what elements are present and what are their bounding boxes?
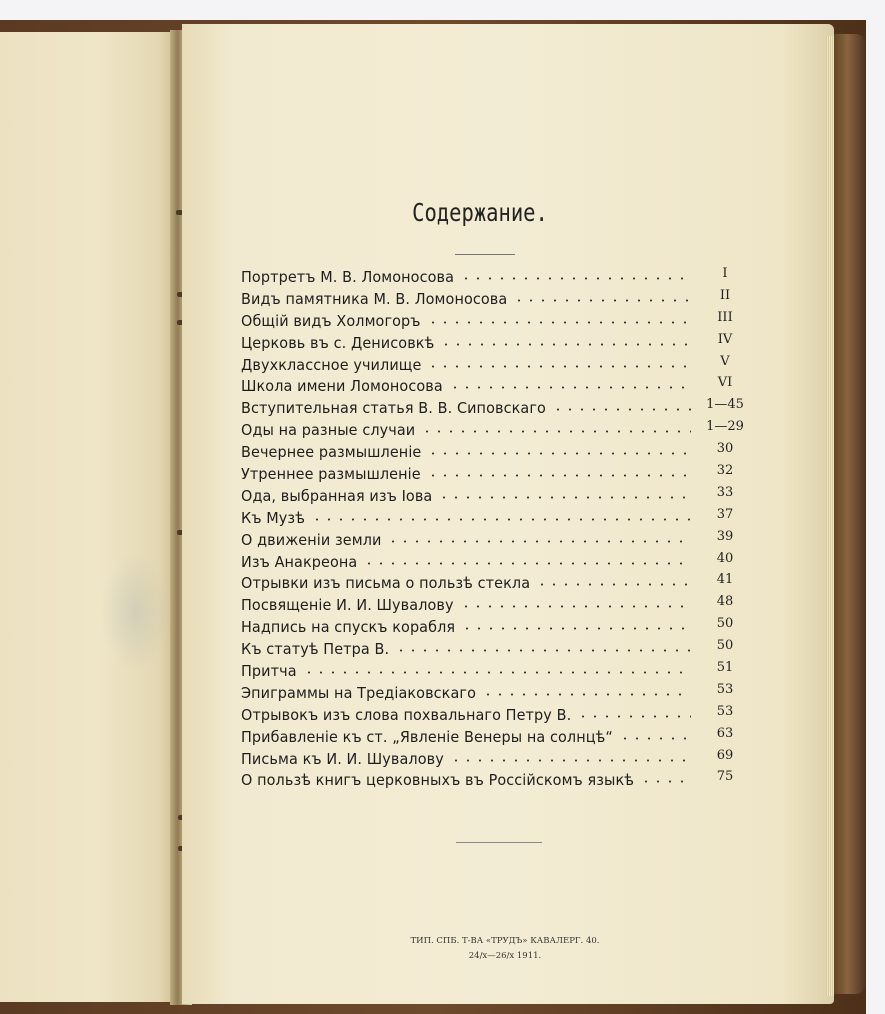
entry-page-number: 1—45 xyxy=(706,397,744,413)
entry-title: Вступительная статья В. В. Сиповскаго xyxy=(241,399,546,418)
entry-title: Изъ Анакреона xyxy=(241,552,358,571)
entry-page-number: 41 xyxy=(716,572,734,588)
entry-page-number: V xyxy=(720,353,730,369)
dot-leader xyxy=(421,430,691,433)
entry-page-number: 50 xyxy=(716,616,734,632)
entry-title: Эпиграммы на Тредіаковскаго xyxy=(241,683,476,702)
entry-page-number: I xyxy=(722,266,728,281)
page-block-edge xyxy=(826,36,834,996)
entry-page-number: VI xyxy=(717,375,733,391)
entry-page-number: 51 xyxy=(716,660,734,676)
entry-title: Отрывки изъ письма о пользѣ стекла xyxy=(241,574,531,593)
imprint-date: 24/х—26/х 1911. xyxy=(468,951,542,961)
dot-leader xyxy=(311,518,691,521)
entry-page-number: 32 xyxy=(716,463,734,479)
dot-leader xyxy=(577,715,691,718)
dot-leader xyxy=(449,386,691,389)
contents-entry xyxy=(241,354,761,376)
left-page xyxy=(0,32,180,1002)
entry-page-number: IV xyxy=(717,331,733,347)
dot-leader xyxy=(438,496,691,499)
contents-entry xyxy=(241,463,761,485)
entry-title: Общій видъ Холмогоръ xyxy=(241,311,421,330)
dot-leader xyxy=(450,759,691,762)
contents-entry xyxy=(241,288,761,310)
printer-imprint xyxy=(405,934,605,964)
dot-leader xyxy=(460,277,691,280)
entry-title: Ода, выбранная изъ Іова xyxy=(241,486,433,505)
entry-title: Отрывокъ изъ слова похвальнаго Петру В. xyxy=(241,705,572,724)
contents-entry xyxy=(241,529,761,551)
entry-page-number: 53 xyxy=(716,681,734,697)
contents-entry xyxy=(241,769,761,791)
contents-entry xyxy=(241,726,761,748)
contents-list xyxy=(241,266,761,791)
entry-title: Письма къ И. И. Шувалову xyxy=(241,749,444,768)
contents-entry xyxy=(241,441,761,463)
entry-title: Оды на разные случаи xyxy=(241,421,416,440)
faded-ink-mark xyxy=(100,552,170,672)
contents-entry xyxy=(241,704,761,726)
dot-leader xyxy=(640,780,691,783)
entry-title: Церковь въ с. Денисовкѣ xyxy=(241,333,435,352)
entry-title: Притча xyxy=(241,661,297,680)
dot-leader xyxy=(395,649,691,652)
entry-title: Прибавленіе къ ст. „Явленіе Венеры на солнцѣ“ xyxy=(241,727,613,746)
contents-entry xyxy=(241,660,761,682)
dot-leader xyxy=(427,452,691,455)
dot-leader xyxy=(427,321,691,324)
entry-page-number: 1—29 xyxy=(706,419,744,435)
entry-title: Школа имени Ломоносова xyxy=(241,377,443,396)
contents-entry xyxy=(241,332,761,354)
page-title: Содержание. xyxy=(412,198,548,227)
dot-leader xyxy=(536,583,691,586)
dot-leader xyxy=(427,474,691,477)
dot-leader xyxy=(461,627,691,630)
entry-page-number: III xyxy=(717,309,733,325)
entry-title: Утреннее размышленіе xyxy=(241,464,421,483)
entry-title: Надпись на спускъ корабля xyxy=(241,618,456,637)
entry-title: Двухклассное училище xyxy=(241,355,422,374)
entry-page-number: 40 xyxy=(716,550,734,566)
entry-title: Вечернее размышленіе xyxy=(241,443,422,462)
entry-page-number: 53 xyxy=(716,703,734,719)
contents-entry xyxy=(241,419,761,441)
entry-title: Видъ памятника М. В. Ломоносова xyxy=(241,289,508,308)
contents-entry xyxy=(241,572,761,594)
entry-title: Къ статуѣ Петра В. xyxy=(241,640,390,659)
contents-entry xyxy=(241,507,761,529)
contents-entry xyxy=(241,397,761,419)
dot-leader xyxy=(363,562,691,565)
entry-page-number: 69 xyxy=(716,747,734,763)
contents-entry xyxy=(241,638,761,660)
entry-title: Портретъ М. В. Ломоносова xyxy=(241,267,455,286)
dot-leader xyxy=(387,540,691,543)
entry-title: О пользѣ книгъ церковныхъ въ Россійскомъ языкѣ xyxy=(241,771,635,790)
entry-title: Къ Музѣ xyxy=(241,508,305,527)
contents-entry xyxy=(241,748,761,770)
title-divider xyxy=(455,254,515,255)
contents-entry xyxy=(241,682,761,704)
entry-title: Посвященіе И. И. Шувалову xyxy=(241,596,454,615)
dot-leader xyxy=(303,671,691,674)
bottom-divider xyxy=(456,842,542,843)
dot-leader xyxy=(513,299,691,302)
contents-entry xyxy=(241,594,761,616)
dot-leader xyxy=(552,408,691,411)
dot-leader xyxy=(482,693,691,696)
entry-title: О движеніи земли xyxy=(241,530,382,549)
entry-page-number: II xyxy=(719,287,731,303)
dot-leader xyxy=(427,365,691,368)
dot-leader xyxy=(460,605,691,608)
dot-leader xyxy=(619,737,691,740)
entry-page-number: 30 xyxy=(716,441,734,457)
entry-page-number: 48 xyxy=(716,594,734,610)
entry-page-number: 33 xyxy=(716,484,734,500)
contents-entry xyxy=(241,266,761,288)
contents-entry xyxy=(241,375,761,397)
entry-page-number: 37 xyxy=(716,506,734,522)
entry-page-number: 50 xyxy=(716,638,734,654)
entry-page-number: 63 xyxy=(716,725,734,741)
entry-page-number: 39 xyxy=(716,528,734,544)
contents-entry xyxy=(241,616,761,638)
dot-leader xyxy=(440,343,691,346)
entry-page-number: 75 xyxy=(716,769,734,785)
imprint-line: ТИП. СПБ. Т-ВА «ТРУДЪ» КАВАЛЕРГ. 40. xyxy=(410,936,600,946)
contents-entry xyxy=(241,485,761,507)
contents-entry xyxy=(241,551,761,573)
contents-entry xyxy=(241,310,761,332)
